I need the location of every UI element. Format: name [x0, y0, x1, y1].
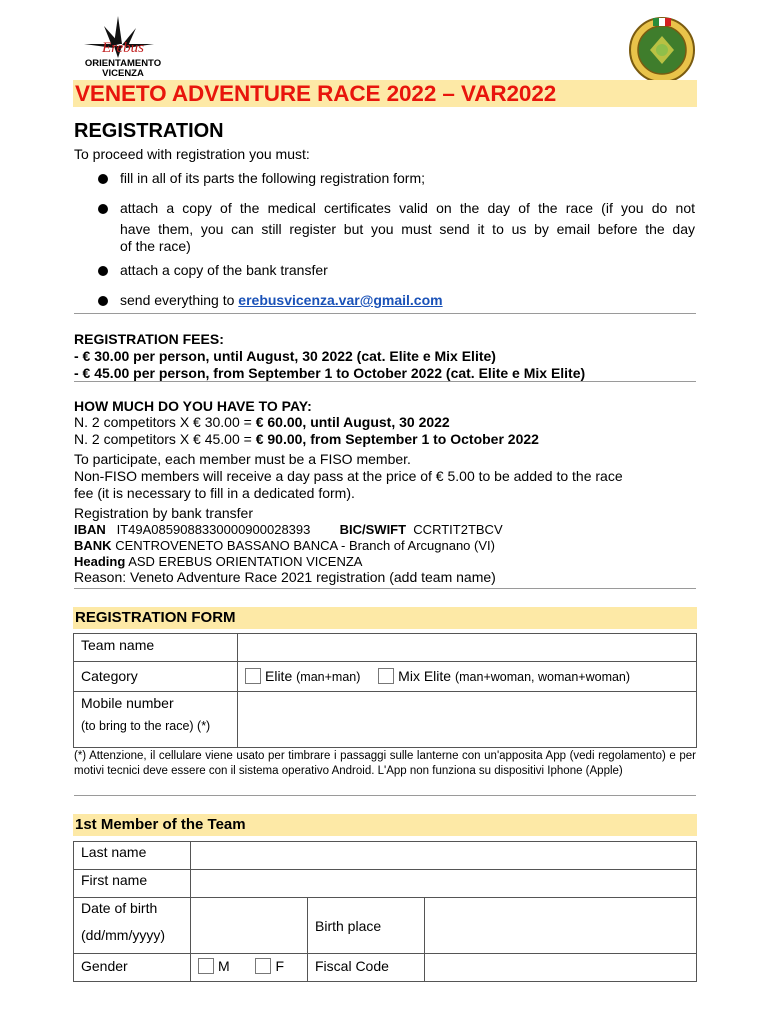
pay-line-1-calc: N. 2 competitors X € 30.00 = [74, 414, 256, 430]
gender-options [191, 954, 308, 982]
last-name-field[interactable] [191, 842, 697, 870]
registration-form-bar [73, 607, 697, 629]
pay-line-1-total: € 60.00, until August, 30 2022 [255, 414, 450, 430]
nonfiso-note-2: fee (it is necessary to fill in a dedicated form). [74, 485, 355, 501]
registration-form-title: REGISTRATION FORM [75, 609, 236, 626]
page-title: VENETO ADVENTURE RACE 2022 – VAR2022 [75, 81, 557, 106]
bank-intro: Registration by bank transfer [74, 505, 253, 521]
fees-heading: REGISTRATION FEES: [74, 331, 224, 347]
heading-label: Heading [74, 554, 126, 569]
first-name-label: First name [74, 870, 191, 898]
send-label: send everything to [120, 292, 235, 308]
bullet-icon [98, 174, 108, 184]
mobile-note: (to bring to the race) (*) [81, 719, 211, 733]
pay-line-2-calc: N. 2 competitors X € 45.00 = [74, 431, 256, 447]
mix-elite-checkbox[interactable] [378, 668, 394, 684]
fee-line-1: - € 30.00 per person, until August, 30 2022 (cat. Elite e Mix Elite) [74, 348, 496, 364]
elite-note: (man+man) [296, 670, 361, 684]
gender-label: Gender [74, 954, 191, 982]
birth-place-label: Birth place [308, 898, 425, 954]
logo-script: Erebus [102, 40, 144, 56]
team-name-field[interactable] [238, 634, 697, 662]
divider [74, 795, 696, 796]
bullet-fill-form: fill in all of its parts the following registration form; [120, 170, 426, 186]
mix-elite-label: Mix Elite [398, 668, 452, 684]
fiscal-code-field[interactable] [425, 954, 697, 982]
divider [74, 588, 696, 589]
registration-heading: REGISTRATION [74, 120, 224, 142]
fiscal-code-label: Fiscal Code [308, 954, 425, 982]
pay-line-2-total: € 90.00, from September 1 to October 2022 [255, 431, 539, 447]
bic-label: BIC/SWIFT [339, 522, 407, 537]
bullet-medical-1: attach a copy of the medical certificates valid on the day of the race (if you do not [120, 200, 695, 216]
federation-emblem [628, 14, 696, 84]
heading-row [74, 554, 362, 569]
bank-row [74, 538, 495, 553]
registration-intro: To proceed with registration you must: [74, 146, 310, 162]
bank-value: CENTROVENETO BASSANO BANCA - Branch of Arcugnano (VI) [115, 538, 495, 553]
member-title: 1st Member of the Team [75, 816, 246, 833]
bullet-bank-transfer: attach a copy of the bank transfer [120, 262, 328, 278]
android-note: (*) Attenzione, il cellulare viene usato per timbrare i passaggi sulle lanterne con un'apposita App (vedi regolamento) e per motivi tecnici deve essere con il sistema operativo Android. L'App non funziona su dispositivi Iphone (Apple) [74, 750, 696, 777]
bullet-send-everything [120, 292, 443, 308]
gender-m-label: M [218, 958, 230, 974]
mix-elite-note: (man+woman, woman+woman) [454, 670, 631, 684]
gender-f-checkbox[interactable] [255, 958, 271, 974]
dob-format: (dd/mm/yyyy) [81, 927, 165, 943]
gender-m-checkbox[interactable] [198, 958, 214, 974]
dob-label-cell [74, 898, 191, 954]
iban-row [74, 522, 503, 537]
logo-line1: ORIENTAMENTO [84, 58, 162, 69]
last-name-label: Last name [74, 842, 191, 870]
logo-line2: VICENZA [102, 68, 144, 78]
registration-form-table [73, 633, 697, 748]
bic-value: CCRTIT2TBCV [413, 522, 503, 537]
category-label: Category [74, 662, 238, 692]
category-options [238, 662, 697, 692]
mobile-label: Mobile number [81, 695, 174, 711]
bullet-icon [98, 296, 108, 306]
divider [74, 381, 696, 382]
pay-line-1 [74, 414, 450, 430]
bullet-icon [98, 204, 108, 214]
heading-value: ASD EREBUS ORIENTATION VICENZA [128, 554, 363, 569]
pay-line-2 [74, 431, 539, 447]
bullet-medical-3: of the race) [120, 238, 191, 254]
dob-label: Date of birth [81, 900, 158, 916]
transfer-reason: Reason: Veneto Adventure Race 2021 registration (add team name) [74, 569, 496, 585]
birth-place-field[interactable] [425, 898, 697, 954]
email-link[interactable]: erebusvicenza.var@gmail.com [238, 292, 443, 308]
team-name-label: Team name [74, 634, 238, 662]
member-table [73, 841, 697, 982]
iban-label: IBAN [74, 522, 106, 537]
gender-f-label: F [275, 958, 285, 974]
bank-label: BANK [74, 538, 112, 553]
dob-field[interactable] [191, 898, 308, 954]
first-name-field[interactable] [191, 870, 697, 898]
bullet-icon [98, 266, 108, 276]
mobile-field[interactable] [238, 692, 697, 748]
elite-label: Elite [265, 668, 293, 684]
elite-checkbox[interactable] [245, 668, 261, 684]
nonfiso-note-1: Non-FISO members will receive a day pass at the price of € 5.00 to be added to the race [74, 468, 623, 484]
divider [74, 313, 696, 314]
bullet-medical-2: have them, you can still register but you must send it to us by email before the day [120, 221, 695, 237]
title-bar [73, 80, 697, 107]
pay-heading: HOW MUCH DO YOU HAVE TO PAY: [74, 398, 312, 414]
fiso-note: To participate, each member must be a FISO member. [74, 451, 411, 467]
member-bar [73, 814, 697, 836]
mobile-label-cell [74, 692, 238, 748]
iban-value: IT49A0859088330000900028393 [116, 522, 311, 537]
fee-line-2: - € 45.00 per person, from September 1 to October 2022 (cat. Elite e Mix Elite) [74, 365, 586, 381]
erebus-logo [74, 14, 172, 78]
